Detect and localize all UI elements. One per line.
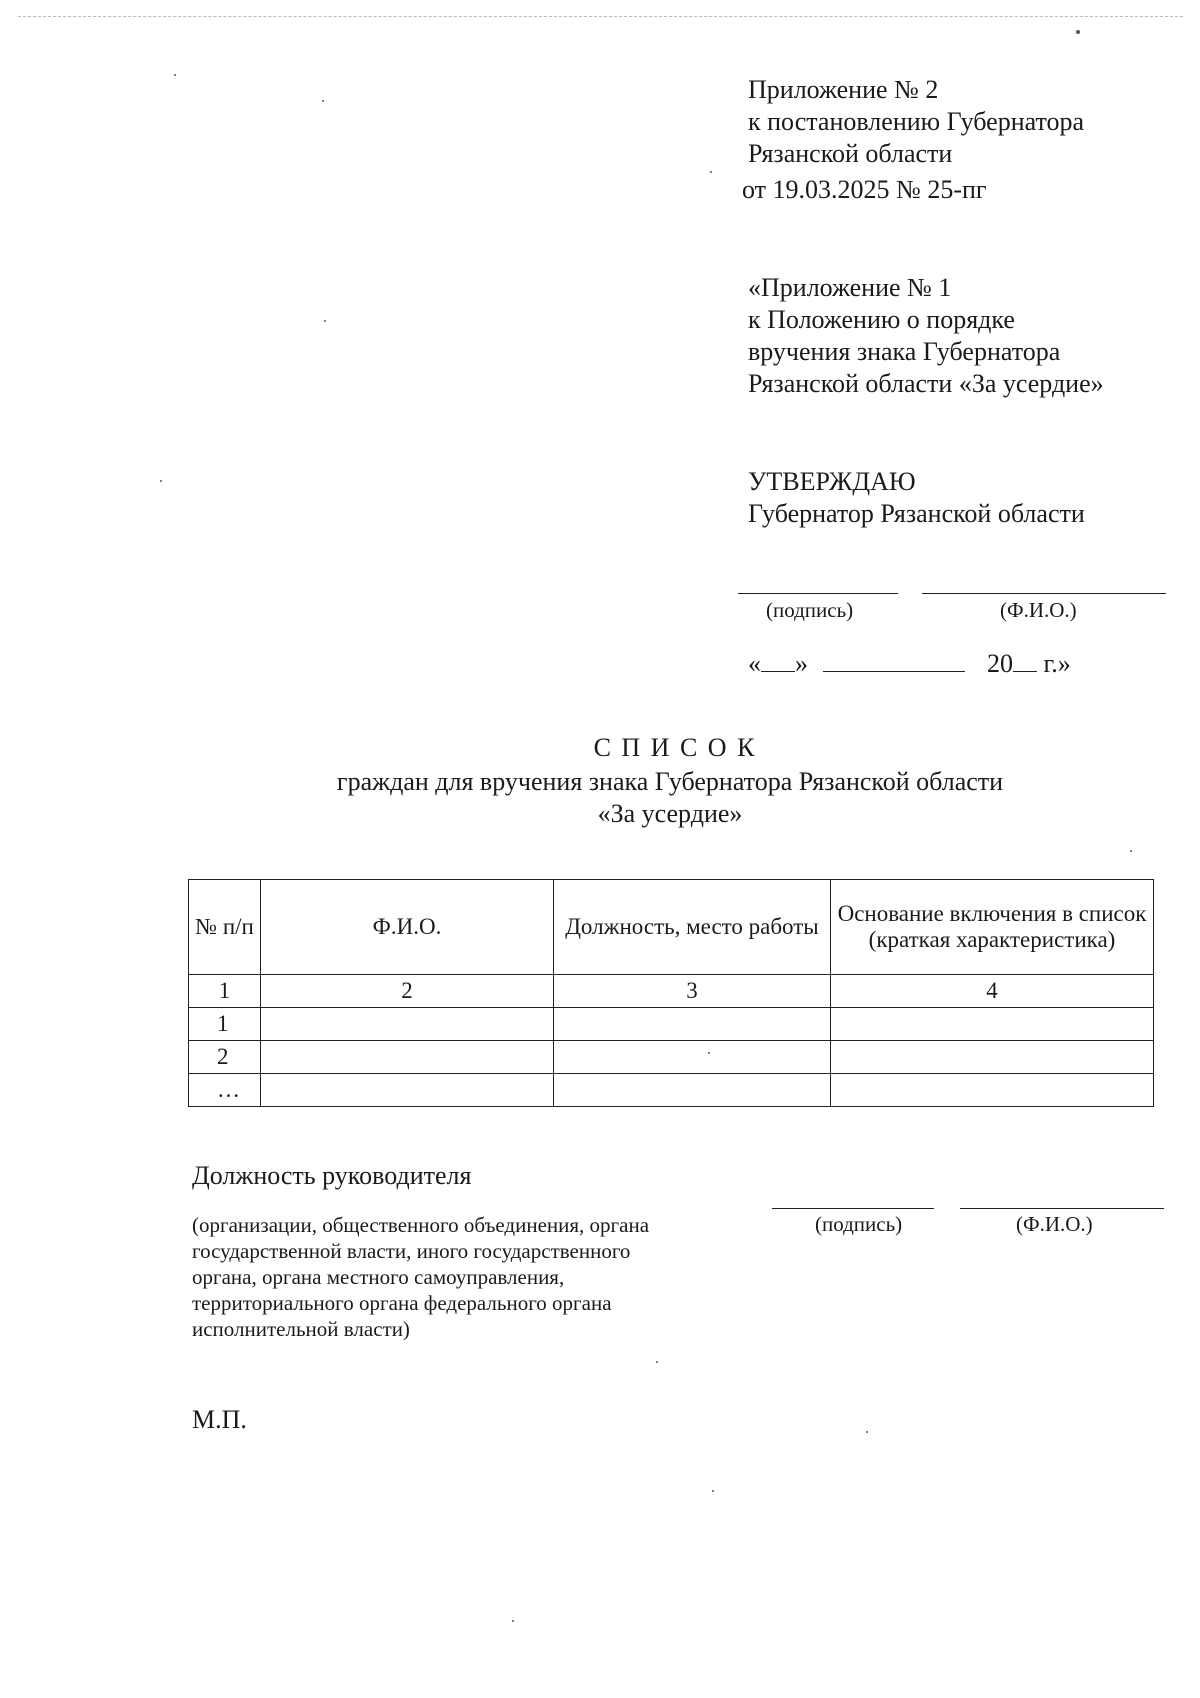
document-subheading-award: «За усердие» bbox=[597, 799, 743, 828]
annex-block bbox=[748, 272, 1104, 400]
scan-speck bbox=[712, 1490, 714, 1492]
date-open-quote: « bbox=[748, 649, 761, 678]
table-header-row bbox=[189, 880, 1154, 975]
row-number: 1 bbox=[189, 1008, 261, 1041]
position-note-line: государственной власти, иного государственного bbox=[192, 1239, 631, 1263]
year-blank bbox=[1013, 649, 1037, 672]
appendix-header-line: от 19.03.2025 № 25-пг bbox=[742, 175, 987, 204]
column-header-name: Ф.И.О. bbox=[261, 880, 554, 975]
column-number: 2 bbox=[261, 975, 554, 1008]
scan-speck bbox=[324, 320, 326, 322]
scan-speck bbox=[322, 100, 324, 102]
table-cell bbox=[261, 1008, 554, 1041]
position-note-line: исполнительной власти) bbox=[192, 1317, 410, 1341]
year-prefix: 20 bbox=[987, 649, 1013, 678]
approve-title: УТВЕРЖДАЮ bbox=[748, 467, 916, 496]
column-number: 3 bbox=[554, 975, 831, 1008]
table-cell bbox=[831, 1041, 1154, 1074]
scan-speck bbox=[1130, 850, 1132, 852]
position-note-line: (организации, общественного объединения, органа bbox=[192, 1213, 650, 1237]
column-header-basis: Основание включения в список (краткая характеристика) bbox=[831, 880, 1154, 975]
column-number-row bbox=[189, 975, 1154, 1008]
row-number: … bbox=[189, 1074, 261, 1107]
scan-speck bbox=[160, 480, 162, 482]
table-cell bbox=[261, 1074, 554, 1107]
stamp-place: М.П. bbox=[192, 1405, 247, 1434]
table-cell bbox=[831, 1074, 1154, 1107]
day-blank bbox=[761, 649, 795, 672]
scan-speck bbox=[512, 1620, 514, 1622]
citizens-table bbox=[188, 879, 1154, 1107]
position-note-line: органа, органа местного самоуправления, bbox=[192, 1265, 565, 1289]
table-cell bbox=[261, 1041, 554, 1074]
date-close-quote: » bbox=[795, 649, 808, 678]
month-blank bbox=[823, 649, 965, 672]
year-suffix: г.» bbox=[1037, 649, 1071, 678]
column-number: 1 bbox=[189, 975, 261, 1008]
annex-line: вручения знака Губернатора bbox=[748, 337, 1061, 366]
table-cell bbox=[554, 1041, 831, 1074]
signature-line bbox=[738, 593, 898, 594]
document-heading: С П И С О К bbox=[593, 733, 757, 762]
table-cell bbox=[554, 1008, 831, 1041]
annex-line: к Положению о порядке bbox=[748, 305, 1015, 334]
table-row bbox=[189, 1074, 1154, 1107]
table-row bbox=[189, 1041, 1154, 1074]
footer-name-line bbox=[960, 1208, 1164, 1209]
name-line bbox=[922, 593, 1166, 594]
appendix-header bbox=[742, 74, 1085, 206]
column-number: 4 bbox=[831, 975, 1154, 1008]
position-title: Должность руководителя bbox=[192, 1161, 472, 1190]
row-number: 2 bbox=[189, 1041, 261, 1074]
appendix-header-line: Приложение № 2 bbox=[748, 75, 939, 104]
footer-name-caption: (Ф.И.О.) bbox=[1016, 1212, 1093, 1236]
scan-top-edge bbox=[18, 16, 1183, 17]
scan-speck bbox=[656, 1361, 658, 1363]
annex-line: «Приложение № 1 bbox=[748, 273, 952, 302]
scan-speck bbox=[710, 171, 712, 173]
signature-caption: (подпись) bbox=[766, 598, 854, 622]
table-cell bbox=[831, 1008, 1154, 1041]
appendix-header-line: Рязанской области bbox=[748, 139, 953, 168]
annex-line: Рязанской области «За усердие» bbox=[748, 369, 1104, 398]
scan-speck bbox=[866, 1431, 868, 1433]
footer-signature-line bbox=[772, 1208, 934, 1209]
approve-date bbox=[748, 648, 1071, 680]
position-note bbox=[192, 1212, 649, 1342]
footer-signature-caption: (подпись) bbox=[815, 1212, 903, 1236]
column-header-position: Должность, место работы bbox=[554, 880, 831, 975]
name-caption: (Ф.И.О.) bbox=[1000, 598, 1077, 622]
table-row bbox=[189, 1008, 1154, 1041]
position-note-line: территориального органа федерального органа bbox=[192, 1291, 612, 1315]
column-header-number: № п/п bbox=[189, 880, 261, 975]
scan-speck bbox=[1076, 30, 1080, 34]
appendix-header-line: к постановлению Губернатора bbox=[748, 107, 1085, 136]
table-cell bbox=[554, 1074, 831, 1107]
scan-speck bbox=[174, 74, 176, 76]
approve-subtitle: Губернатор Рязанской области bbox=[748, 499, 1085, 528]
document-subheading: граждан для вручения знака Губернатора Рязанской области bbox=[336, 767, 1004, 796]
